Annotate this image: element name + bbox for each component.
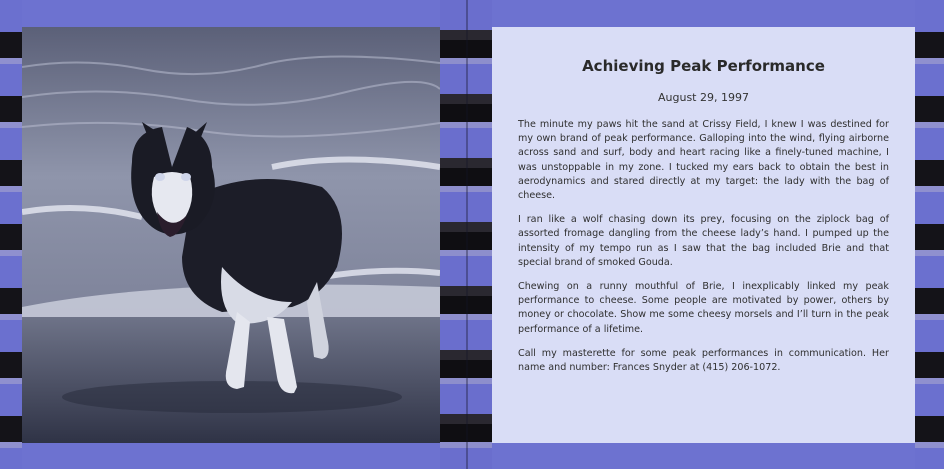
paragraph-2: I ran like a wolf chasing down its prey, focusing on the ziplock bag of assorted fromage dangling from the cheese lady’s hand. I pumped up the intensity of my tempo run as I saw that the bag included Brie and that special brand of smoked Gouda. [518, 214, 889, 268]
husky-on-beach-photo [22, 27, 440, 443]
text-page [492, 27, 915, 443]
right-stripe-border [915, 0, 944, 469]
paragraph-4: Call my masterette for some peak performances in communication. Her name and number: Frances Snyder at (415) 206-1072. [518, 347, 889, 374]
paragraph-3: Chewing on a runny mouthful of Brie, I inexplicably linked my peak performance to cheese. Some people are motivated by power, others by money or chocolate. Show me some cheesy morsels and I’ll turn in the peak performance of a lifetime. [518, 281, 889, 335]
book-spine-line [466, 0, 468, 469]
article-title: Achieving Peak Performance [582, 57, 825, 75]
left-stripe-border [0, 0, 22, 469]
article-date: August 29, 1997 [658, 91, 749, 104]
article-body [518, 118, 889, 375]
paragraph-1: The minute my paws hit the sand at Crissy Field, I knew I was destined for my own brand of peak performance. Galloping into the wind, flying airborne across sand and surf, body and heart racing like a finely-tuned machine, I was unstoppable in my zone. I tucked my ears back to obtain the best in aerodynamics and stared directly at my target: the lady with the bag of cheese. [518, 119, 889, 202]
